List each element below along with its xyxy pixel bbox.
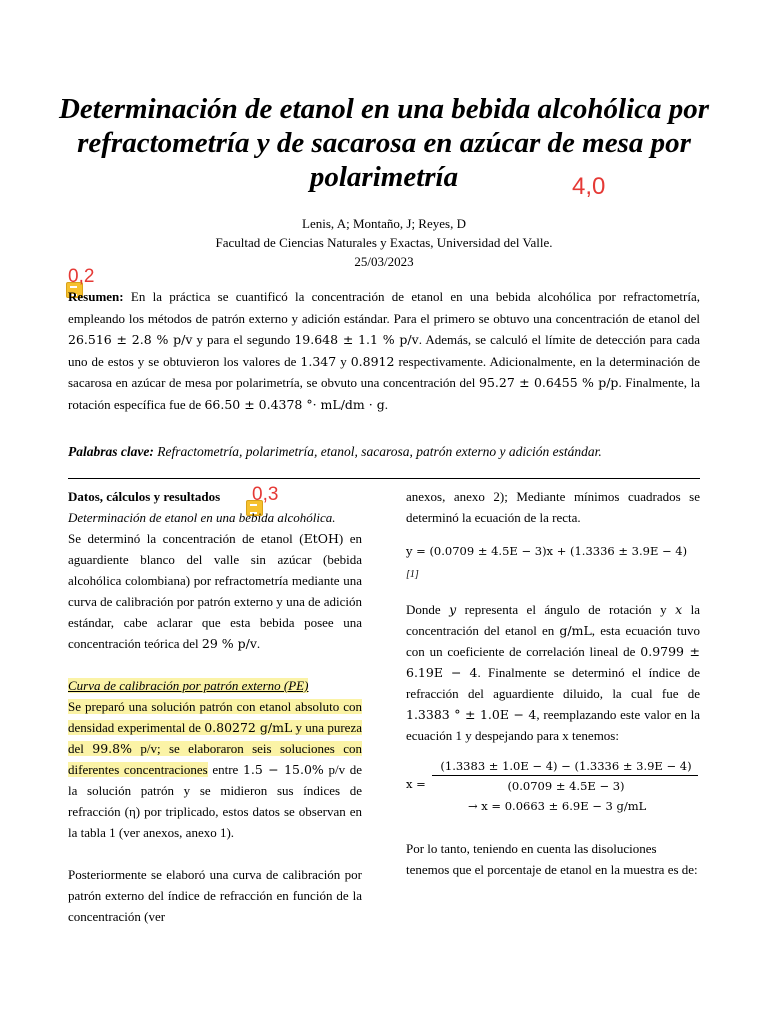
paragraph-text: , esta ecuación tuvo con un coeficiente de correlación lineal de — [406, 623, 701, 659]
abstract-value: 26.516 ± 2.8 % p/v — [68, 332, 193, 347]
annotation-score-2: 0,3 — [252, 484, 279, 505]
section-title: Datos, cálculos y resultados — [68, 489, 221, 504]
equation-result: → x = 0.0663 ± 6.9E − 3 g/mL — [468, 799, 647, 813]
abstract-value: 19.648 ± 1.1 % p/v — [294, 332, 419, 347]
highlighted-text: Se preparó una solución patrón con etanol absoluto con densidad experimental de — [68, 699, 362, 735]
paragraph-text: ) en aguardiente blanco del valle sin azúcar (bebida alcohólica colombiana) por refractometría mediante una curva de calibración por patrón externo y una de adición estándar, cabe aclarar que esta bebida posee una concentración teórica del — [68, 531, 362, 651]
paragraph-text: la concentración del etanol en — [406, 602, 700, 638]
paragraph-text: , reemplazando este valor en la ecuación 1 y despejando para x tenemos: — [406, 707, 700, 743]
paragraph-text: p/v de la solución patrón y se midieron sus índices de refracción (η) por triplicado, estos datos se observan en la tabla 1 (ver anexos, anexo 1). — [68, 762, 363, 840]
date: 25/03/2023 — [354, 254, 414, 269]
abstract-text: y para el segundo — [192, 332, 295, 347]
paragraph: anexos, anexo 2); Mediante mínimos cuadrados se determinó la ecuación de la recta. — [406, 489, 700, 525]
highlighted-text: y una pureza del — [68, 720, 362, 756]
section-subtitle: Determinación de etanol en una bebida alcohólica. — [68, 510, 336, 525]
paragraph-text: . — [256, 636, 261, 651]
equation: y = (0.0709 ± 4.5E − 3)x + (1.3336 ± 3.9E − 4) — [406, 544, 688, 558]
abstract-value: 0.8912 — [350, 353, 395, 369]
formula: 0.9799 ± 6.19E − 4 — [406, 644, 700, 680]
authors: Lenis, A; Montaño, J; Reyes, D — [302, 216, 466, 231]
keywords-label: Palabras clave: — [68, 444, 154, 459]
abstract-text: . Finalmente, la rotación específica fue de — [68, 375, 701, 412]
keywords — [68, 444, 708, 460]
formula: y — [449, 602, 457, 617]
fraction-denominator: (0.0709 ± 4.5E − 3) — [507, 779, 625, 793]
paragraph — [68, 528, 362, 654]
formula: x — [675, 602, 683, 617]
annotation-score-1: 0,2 — [68, 266, 95, 287]
abstract-value: 95.27 ± 0.6455 % p/p — [479, 375, 619, 390]
equation-1 — [406, 540, 700, 585]
section-divider — [68, 478, 700, 479]
abstract-text: y — [336, 353, 351, 369]
abstract-text: . — [384, 396, 388, 412]
formula: g/mL — [559, 623, 592, 638]
formula: EtOH — [303, 531, 339, 546]
formula: 29 % p/v — [201, 636, 257, 651]
abstract-text: . Además, se calculó el límite de detección para cada uno de estos y se obtuvieron los valores de — [68, 332, 701, 369]
highlighted-text: p/v; se elaboraron seis soluciones con diferentes concentraciones — [68, 741, 362, 777]
abstract-text: respectivamente. Adicionalmente, en la determinación de sacarosa en azúcar de mesa por polarimetría, se obvuto una concentración del — [68, 353, 700, 390]
paragraph-text: Donde — [406, 602, 450, 617]
formula: 1.5 − 15.0% — [242, 762, 324, 777]
highlighted-text: 99.8% — [92, 741, 132, 756]
formula: 1.3383 ° ± 1.0E − 4 — [406, 707, 537, 722]
fraction-equation — [406, 754, 700, 816]
affiliation: Facultad de Ciencias Naturales y Exactas, Universidad del Valle. — [215, 235, 553, 250]
abstract-text: En la práctica se cuantificó la concentración de etanol en una bebida alcohólica por refractometría, empleando los métodos de patrón externo y adición estándar. Para el primero se obtuvo una concentración de etanol del — [68, 289, 700, 326]
paragraph-text: Se determinó la concentración de etanol ( — [68, 531, 304, 546]
paper-title: Determinación de etanol en una bebida alcohólica por refractometría y de sacarosa en azúcar de mesa por polarimetría — [58, 93, 710, 193]
paragraph: Por lo tanto, teniendo en cuenta las disoluciones tenemos que el porcentaje de etanol en la muestra es de: — [406, 841, 698, 877]
subsection-title: Curva de calibración por patrón externo (PE) — [68, 678, 309, 693]
fraction-numerator: (1.3383 ± 1.0E − 4) − (1.3336 ± 3.9E − 4) — [440, 759, 692, 773]
right-column — [406, 486, 700, 880]
left-column — [68, 486, 362, 927]
equation-lhs: x = — [406, 777, 426, 791]
abstract — [68, 286, 700, 415]
abstract-value: 66.50 ± 0.4378 °· mL/dm · g — [204, 396, 385, 412]
paragraph — [406, 599, 700, 746]
paragraph-text: representa el ángulo de rotación y — [456, 602, 676, 617]
grade-mark: 4,0 — [572, 173, 606, 200]
equation-ref: [1] — [406, 569, 419, 580]
paragraph: Posteriormente se elaboró una curva de calibración por patrón externo del índice de refracción en función de la concentración (ver — [68, 867, 362, 924]
paragraph-text: entre — [207, 762, 243, 777]
abstract-value: 1.347 — [300, 353, 337, 369]
paragraph-text: . Finalmente se determinó el índice de refracción del aguardiente diluido, la cual fue de — [406, 665, 700, 701]
abstract-label: Resumen: — [68, 289, 124, 304]
highlighted-text: 0.80272 g/mL — [204, 720, 293, 735]
paragraph — [68, 696, 362, 843]
keywords-text: Refractometría, polarimetría, etanol, sacarosa, patrón externo y adición estándar. — [153, 444, 602, 459]
